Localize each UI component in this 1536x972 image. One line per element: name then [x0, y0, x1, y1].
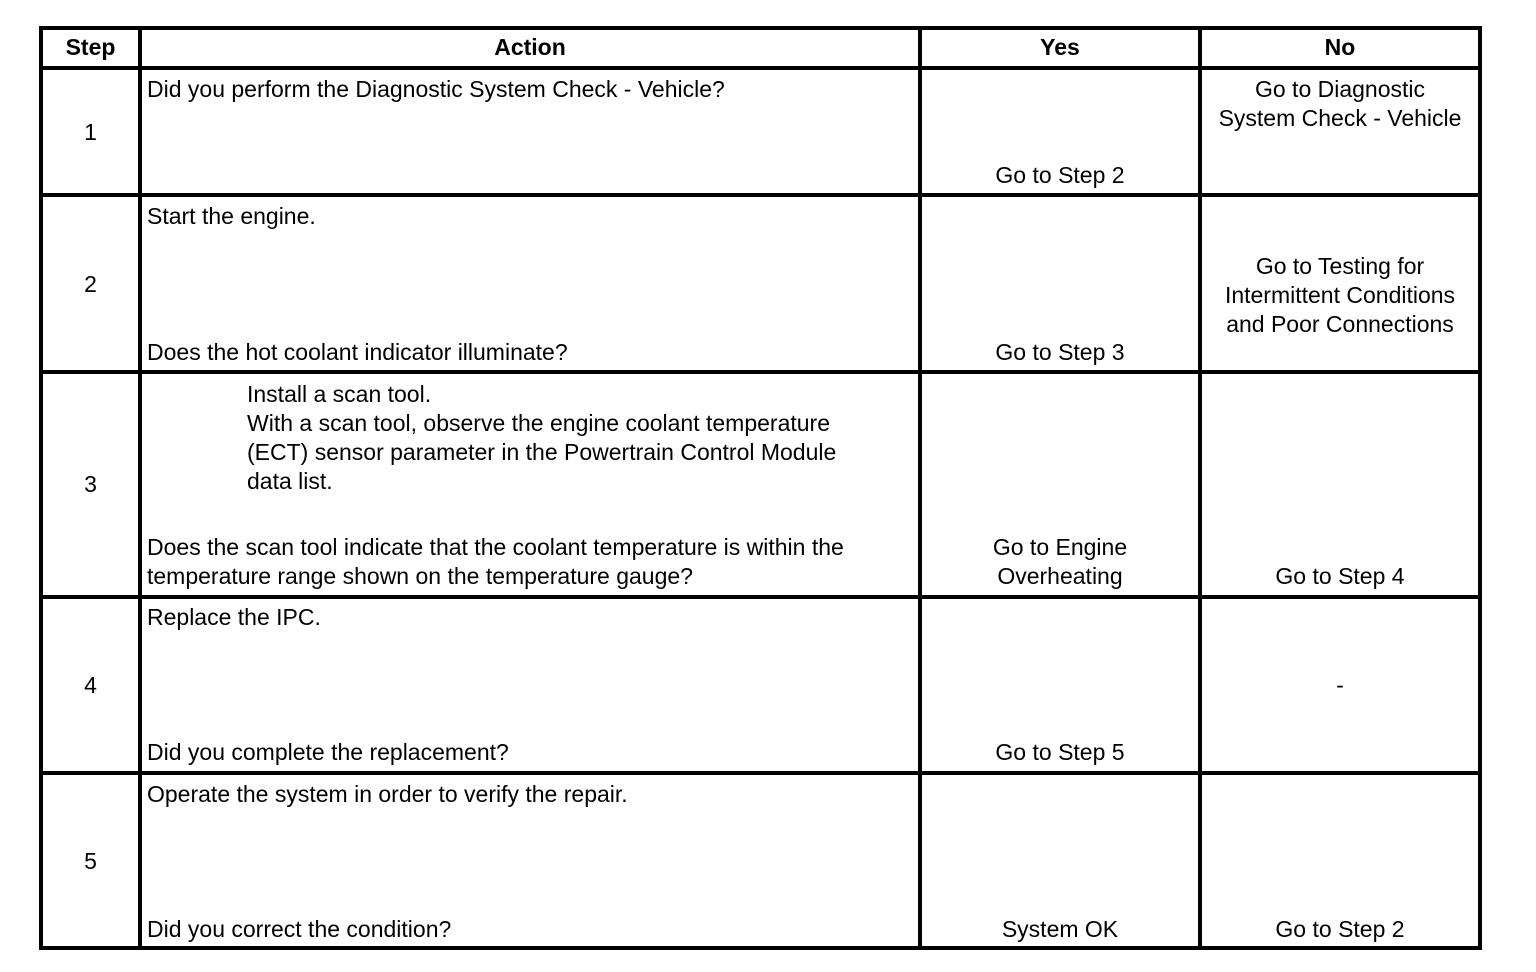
action-question: Did you complete the replacement? — [147, 739, 509, 765]
no-result: Go to Step 4 — [1275, 563, 1405, 589]
action-step: With a scan tool, observe the engine coolant temperature (ECT) sensor parameter in the Powertrain Control Module data list. — [247, 410, 837, 494]
yes-result: Go to Step 3 — [995, 339, 1125, 365]
yes-result: Go to Step 2 — [995, 162, 1125, 188]
action-question: Does the scan tool indicate that the coolant temperature is within the temperature range shown on the temperature gauge? — [147, 534, 844, 589]
rule — [39, 771, 1482, 775]
action-step: Install a scan tool. — [247, 381, 432, 407]
header-no: No — [1324, 34, 1356, 60]
action-text: Start the engine. — [147, 203, 316, 229]
step-number: 3 — [84, 471, 97, 497]
step-number: 2 — [84, 271, 97, 297]
rule — [1478, 26, 1482, 950]
yes-result: System OK — [1001, 916, 1119, 942]
action-text: Did you perform the Diagnostic System Check - Vehicle? — [147, 76, 725, 102]
rule — [39, 595, 1482, 599]
header-step: Step — [65, 34, 116, 60]
rule — [138, 26, 142, 950]
rule — [39, 370, 1482, 374]
header-action: Action — [494, 34, 566, 60]
no-result: - — [1336, 672, 1344, 698]
yes-result: Go to Step 5 — [995, 739, 1125, 765]
no-result: Go to Diagnostic System Check - Vehicle — [1218, 76, 1462, 131]
rule — [39, 66, 1482, 70]
step-number: 1 — [84, 119, 97, 145]
rule — [39, 26, 1482, 30]
step-number: 5 — [84, 848, 97, 874]
step-number: 4 — [84, 672, 97, 698]
rule — [39, 946, 1482, 950]
action-text: Operate the system in order to verify the repair. — [147, 781, 628, 807]
no-result: Go to Step 2 — [1275, 916, 1405, 942]
action-text: Replace the IPC. — [147, 604, 321, 630]
action-question: Does the hot coolant indicator illuminate? — [147, 339, 568, 365]
action-question: Did you correct the condition? — [147, 916, 452, 942]
header-yes: Yes — [1040, 34, 1080, 60]
yes-result: Go to Engine Overheating — [992, 534, 1128, 589]
rule — [39, 193, 1482, 197]
no-result: Go to Testing for Intermittent Conditions and Poor Connections — [1224, 253, 1456, 337]
rule — [1198, 26, 1202, 950]
